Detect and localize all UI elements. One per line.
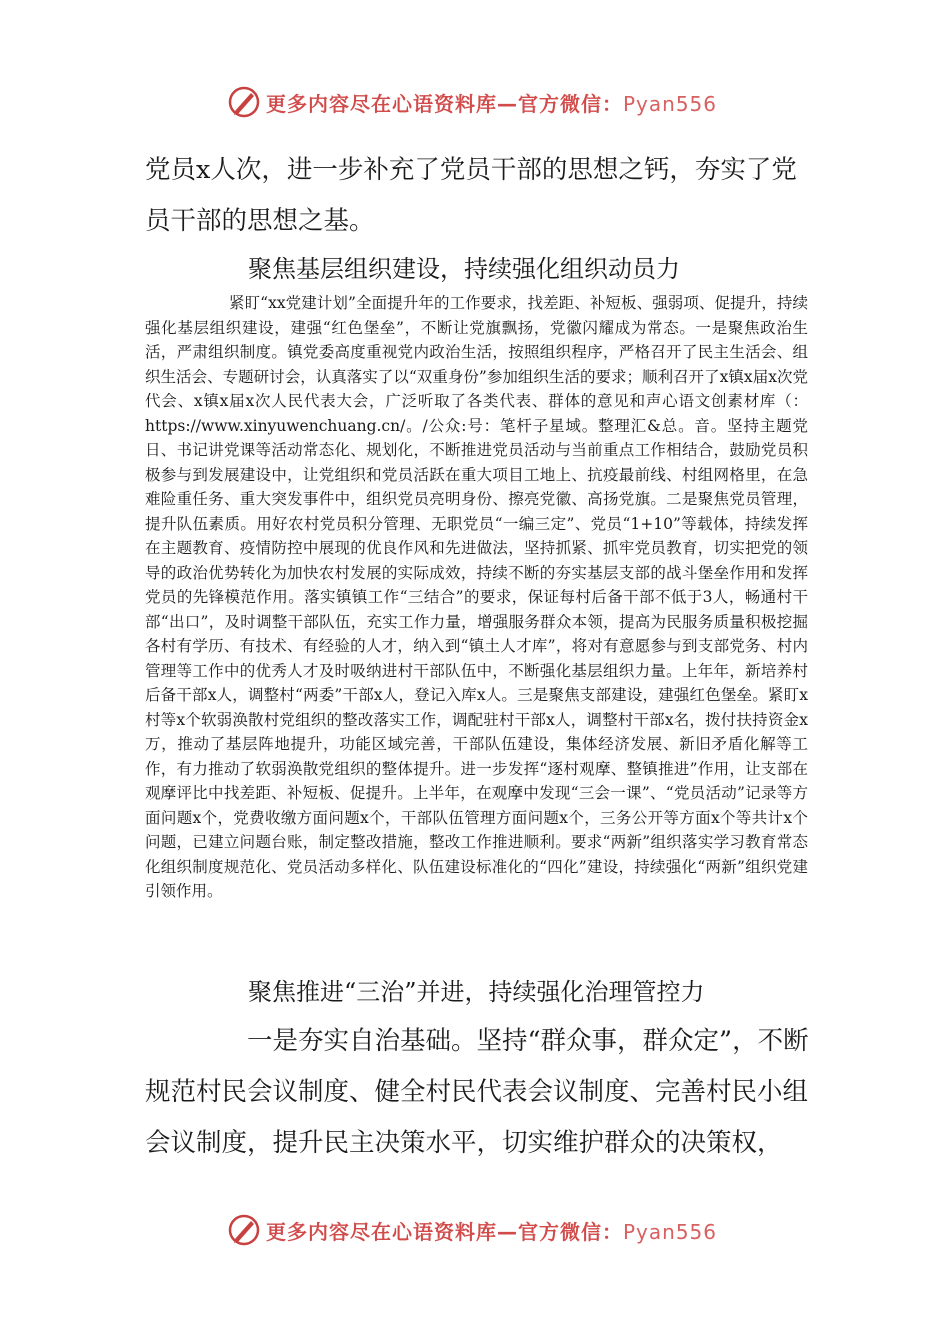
banner-text bbox=[266, 88, 717, 117]
pen-logo-icon bbox=[226, 84, 262, 120]
banner-site-text: 更多内容尽在心语资料库—官方微信： bbox=[266, 1219, 623, 1244]
section1-body: 紧盯“xx党建计划”全面提升年的工作要求，找差距、补短板、强弱项、促提升，持续强化基层组织建设，建强“红色堡垒”，不断让党旗飘扬，党徽闪耀成为常态。一是聚焦政治生活，严肃组织制度。镇党委高度重视党内政治生活，按照组织程序，严格召开了民主生活会、组织生活会、专题研讨会，认真落实了以“双重身份”参加组织生活的要求；顺利召开了x镇x届x次党代会、x镇x届x次人民代表大会，广泛听取了各类代表、群体的意见和声心语文创素材库（：https://www.xinyuwenchuang.cn/。/公众:号：笔杆子星域。整理汇&总。音。坚持主题党日、书记讲党课等活动常态化、规划化，不断推进党员活动与当前重点工作相结合，鼓励党员积极参与到发展建设中，让党组织和党员活跃在重大项目工地上、抗疫最前线、村组网格里，在急难险重任务、重大突发事件中，组织党员亮明身份、擦亮党徽、高扬党旗。二是聚焦党员管理，提升队伍素质。用好农村党员积分管理、无职党员“一编三定”、党员“1+10”等载体，持续发挥在主题教育、疫情防控中展现的优良作风和先进做法，坚持抓紧、抓牢党员教育，切实把党的领导的政治优势转化为加快农村发展的实际成效，持续不断的夯实基层支部的战斗堡垒作用和发挥党员的先锋模范作用。落实镇镇工作“三结合”的要求，保证每村后备干部不低于3人，畅通村干部“出口”，及时调整干部队伍，充实工作力量，增强服务群众本领，提高为民服务质量积极挖掘各村有学历、有技术、有经验的人才，纳入到“镇土人才库”，将对有意愿参与到支部党务、村内管理等工作中的优秀人才及时吸纳进村干部队伍中，不断强化基层组织力量。上年年，新培养村后备干部x人，调整村“两委”干部x人，登记入库x人。三是聚焦支部建设，建强红色堡垒。紧盯x村等x个软弱涣散村党组织的整改落实工作，调配驻村干部x人，调整村干部x名，拨付扶持资金x万，推动了基层阵地提升，功能区域完善，干部队伍建设，集体经济发展、新旧矛盾化解等工作，有力推动了软弱涣散党组织的整体提升。进一步发挥“逐村观摩、整镇推进”作用，让支部在观摩评比中找差距、补短板、促提升。上半年，在观摩中发现“三会一课”、“党员活动”记录等方面问题x个，党费收缴方面问题x个，干部队伍管理方面问题x个，三务公开等方面x个等共计x个问题，已建立问题台账，制定整改措施，整改工作推进顺利。要求“两新”组织落实学习教育常态化组织制度规范化、党员活动多样化、队伍建设标准化的“四化”建设，持续强化“两新”组织党建引领作用。 bbox=[145, 294, 808, 900]
banner-site-text: 更多内容尽在心语资料库—官方微信： bbox=[266, 91, 623, 116]
pen-logo-icon bbox=[226, 1212, 262, 1248]
footer-watermark-banner bbox=[226, 1210, 717, 1250]
section2-body: 一是夯实自治基础。坚持“群众事，群众定”，不断规范村民会议制度、健全村民代表会议制度、完善村民小组会议制度，提升民主决策水平，切实维护群众的决策权， bbox=[145, 1026, 809, 1158]
banner-handle: Pyan556 bbox=[623, 1219, 718, 1244]
banner-handle: Pyan556 bbox=[623, 91, 718, 116]
banner-text bbox=[266, 1216, 717, 1245]
continued-paragraph: 党员x人次，进一步补充了党员干部的思想之钙，夯实了党员干部的思想之基。 bbox=[145, 155, 797, 236]
section1-heading: 聚焦基层组织建设，持续强化组织动员力 bbox=[248, 255, 680, 283]
header-watermark-banner bbox=[226, 82, 717, 122]
section2-heading: 聚焦推进“三治”并进，持续强化治理管控力 bbox=[248, 978, 705, 1006]
